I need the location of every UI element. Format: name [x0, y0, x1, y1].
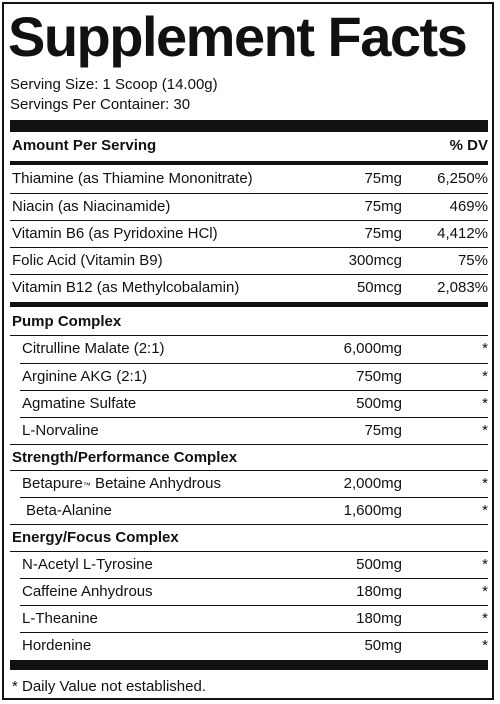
- table-row: [10, 471, 488, 497]
- ingredient-amount: 300mcg: [348, 252, 402, 269]
- ingredient-name: L-Norvaline: [22, 422, 99, 439]
- ingredient-dv: *: [482, 637, 488, 654]
- ingredient-dv: 75%: [457, 252, 488, 269]
- section-title-pump: Pump Complex: [12, 313, 122, 330]
- table-row: [10, 166, 488, 192]
- ingredient-dv: *: [482, 475, 488, 492]
- table-row: [10, 364, 488, 390]
- table-row: [10, 194, 488, 220]
- ingredient-dv: 6,250%: [437, 170, 488, 187]
- thick-divider-bottom: [10, 660, 488, 670]
- ingredient-amount: 6,000mg: [343, 340, 402, 357]
- ingredient-amount: 500mg: [356, 556, 402, 573]
- ingredient-name: Niacin (as Niacinamide): [12, 198, 171, 215]
- ingredient-name: N-Acetyl L-Tyrosine: [22, 556, 153, 573]
- table-row: [10, 579, 488, 605]
- thick-divider: [10, 120, 488, 132]
- ingredient-amount: 1,600mg: [343, 502, 402, 519]
- table-row: [10, 552, 488, 578]
- servings-per-container: Servings Per Container: 30: [10, 96, 191, 113]
- amount-per-serving-label: Amount Per Serving: [12, 137, 157, 154]
- table-row: [10, 336, 488, 362]
- ingredient-dv: 2,083%: [437, 279, 488, 296]
- ingredient-dv: *: [482, 583, 488, 600]
- ingredient-dv: *: [482, 368, 488, 385]
- ingredient-name-group: [22, 471, 221, 497]
- ingredient-dv: *: [482, 502, 488, 519]
- table-row: [10, 606, 488, 632]
- ingredient-dv: *: [482, 610, 488, 627]
- ingredient-dv: *: [482, 422, 488, 439]
- ingredient-name: L-Theanine: [22, 610, 98, 627]
- ingredient-amount: 750mg: [356, 368, 402, 385]
- ingredient-name: Vitamin B6 (as Pyridoxine HCl): [12, 225, 218, 242]
- ingredient-name-rest: Betaine Anhydrous: [90, 475, 221, 492]
- ingredient-dv: *: [482, 340, 488, 357]
- ingredient-amount: 75mg: [364, 422, 402, 439]
- ingredient-dv: *: [482, 395, 488, 412]
- ingredient-amount: 500mg: [356, 395, 402, 412]
- ingredient-amount: 180mg: [356, 610, 402, 627]
- table-row: [10, 248, 488, 274]
- ingredient-amount: 75mg: [364, 170, 402, 187]
- ingredient-name: Beta-Alanine: [26, 502, 112, 519]
- section-divider: [10, 302, 488, 307]
- table-row: [10, 275, 488, 301]
- table-row: [10, 498, 488, 524]
- ingredient-name: Hordenine: [22, 637, 92, 654]
- ingredient-name: Agmatine Sulfate: [22, 395, 137, 412]
- section-title-energy: Energy/Focus Complex: [12, 529, 179, 546]
- ingredient-amount: 75mg: [364, 225, 402, 242]
- panel-title: Supplement Facts: [8, 5, 467, 68]
- footnote: * Daily Value not established.: [12, 678, 207, 695]
- section-title-strength: Strength/Performance Complex: [12, 449, 238, 466]
- table-row: [10, 391, 488, 417]
- table-row: [10, 221, 488, 247]
- ingredient-dv: *: [482, 556, 488, 573]
- header-row: [10, 133, 488, 159]
- ingredient-dv: 469%: [449, 198, 488, 215]
- ingredient-amount: 50mg: [364, 637, 402, 654]
- ingredient-dv: 4,412%: [437, 225, 488, 242]
- ingredient-name: Betapure: [22, 475, 83, 492]
- ingredient-name: Citrulline Malate (2:1): [22, 340, 165, 357]
- ingredient-name: Thiamine (as Thiamine Mononitrate): [12, 170, 253, 187]
- serving-size: Serving Size: 1 Scoop (14.00g): [10, 76, 218, 93]
- ingredient-name: Folic Acid (Vitamin B9): [12, 252, 163, 269]
- ingredient-amount: 2,000mg: [343, 475, 402, 492]
- ingredient-name: Caffeine Anhydrous: [22, 583, 153, 600]
- ingredient-amount: 180mg: [356, 583, 402, 600]
- ingredient-name: Arginine AKG (2:1): [22, 368, 148, 385]
- ingredient-name: Vitamin B12 (as Methylcobalamin): [12, 279, 240, 296]
- ingredient-amount: 50mcg: [356, 279, 402, 296]
- table-row: [10, 633, 488, 659]
- medium-divider: [10, 161, 488, 165]
- ingredient-amount: 75mg: [364, 198, 402, 215]
- dv-header-label: % DV: [449, 137, 488, 154]
- table-row: [10, 418, 488, 444]
- trademark-symbol: ™: [82, 481, 91, 490]
